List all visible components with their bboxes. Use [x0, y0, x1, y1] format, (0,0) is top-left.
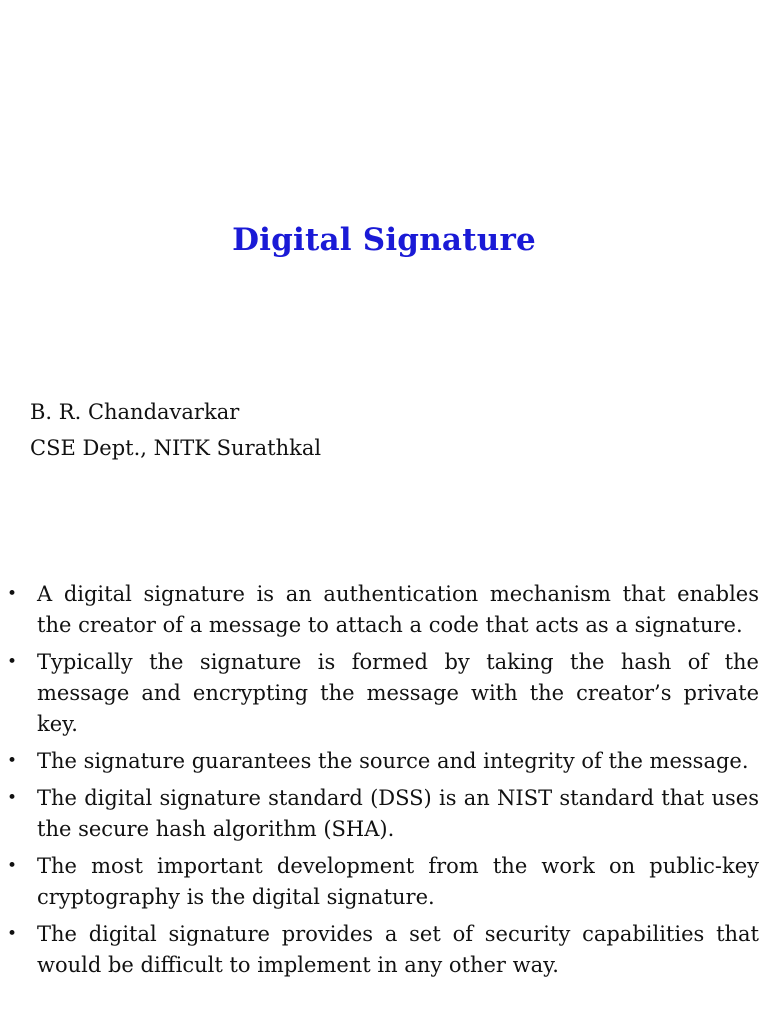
author-name: B. R. Chandavarkar	[30, 400, 240, 424]
bullet-text: The signature guarantees the source and integrity of the message.	[37, 749, 749, 773]
bullet-text: The digital signature standard (DSS) is an NIST standard that uses the secure hash algorithm (SHA).	[37, 786, 759, 841]
bullet-icon: •	[7, 788, 18, 808]
bullet-item	[0, 919, 768, 981]
bullet-text: The digital signature provides a set of security capabilities that would be difficult to implement in any other way.	[37, 922, 759, 977]
bullet-icon: •	[7, 924, 18, 944]
bullet-icon: •	[7, 856, 18, 876]
bullet-item	[0, 746, 768, 777]
content-slide	[0, 579, 768, 1024]
bullet-item	[0, 579, 768, 641]
bullet-text: The most important development from the work on public-key cryptography is the digital signature.	[37, 854, 759, 909]
bullet-icon: •	[7, 652, 18, 672]
author-block	[30, 394, 321, 466]
bullet-item	[0, 783, 768, 845]
bullet-text: A digital signature is an authentication mechanism that enables the creator of a message to attach a code that acts as a signature.	[37, 582, 759, 637]
author-affiliation: CSE Dept., NITK Surathkal	[30, 436, 322, 460]
bullet-item	[0, 851, 768, 913]
bullet-icon: •	[7, 751, 18, 771]
slide-title: Digital Signature	[232, 222, 536, 258]
bullet-list	[0, 579, 768, 981]
bullet-text: Typically the signature is formed by taking the hash of the message and encrypting the message with the creator’s private key.	[37, 650, 759, 736]
bullet-icon: •	[7, 584, 18, 604]
bullet-item	[0, 647, 768, 740]
